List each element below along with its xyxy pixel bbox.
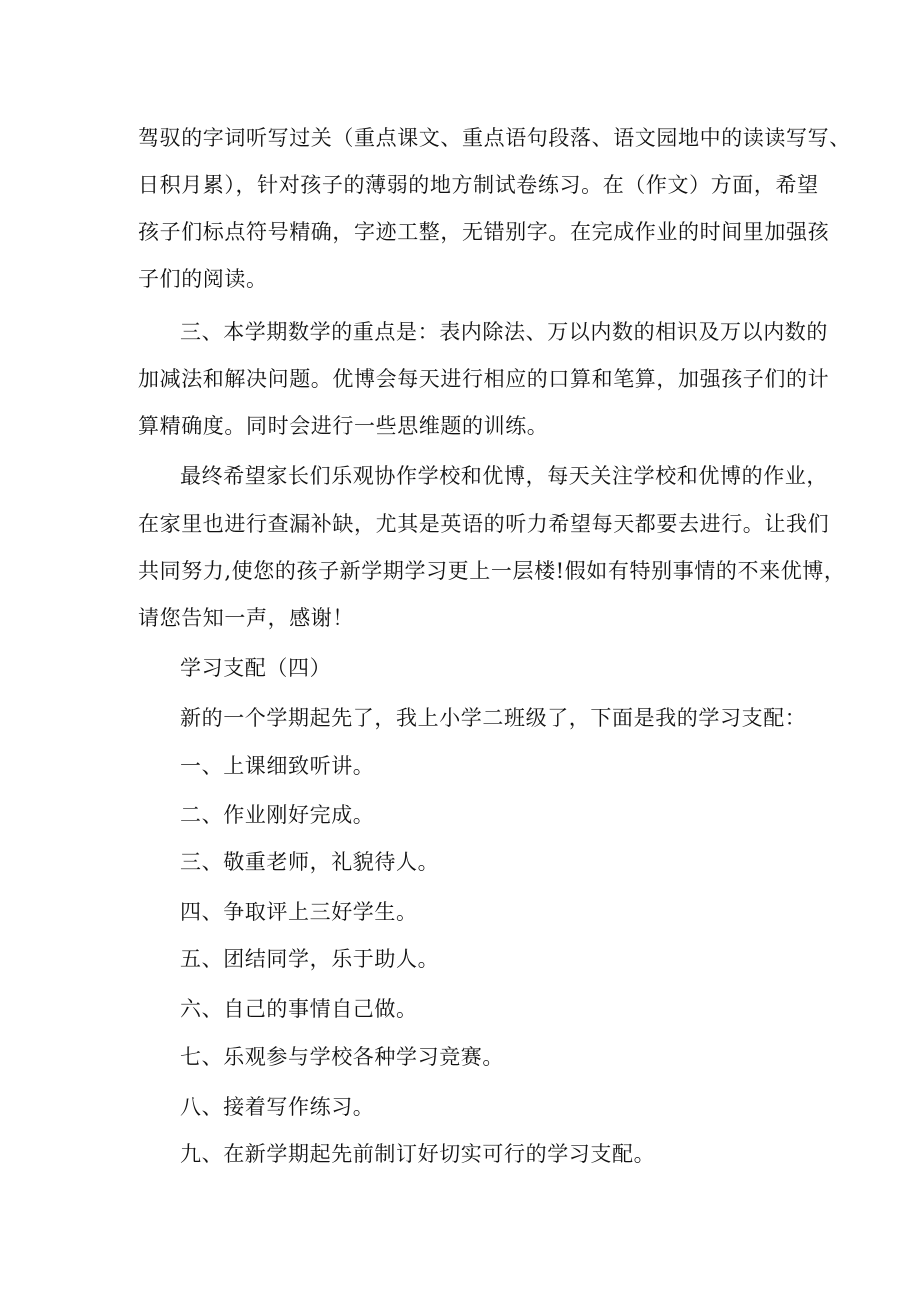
list-item: 三、敬重老师，礼貌待人。 xyxy=(180,850,440,874)
paragraph-line: 算精确度。同时会进行一些思维题的训练。 xyxy=(138,414,549,438)
paragraph-line: 在家里也进行查漏补缺，尤其是英语的听力希望每天都要去进行。让我们 xyxy=(138,512,830,536)
paragraph-line: 孩子们标点符号精确，字迹工整，无错别字。在完成作业的时间里加强孩 xyxy=(138,220,830,244)
paragraph-line: 请您告知一声，感谢！ xyxy=(138,606,354,630)
list-item: 八、接着写作练习。 xyxy=(180,1095,375,1119)
paragraph-line: 共同努力,使您的孩子新学期学习更上一层楼!假如有特别事情的不来优博， xyxy=(138,559,846,583)
list-item: 一、上课细致听讲。 xyxy=(180,754,375,778)
paragraph-line: 子们的阅读。 xyxy=(138,267,268,291)
paragraph-line: 日积月累），针对孩子的薄弱的地方制试卷练习。在（作文）方面，希望 xyxy=(138,173,819,197)
list-item: 七、乐观参与学校各种学习竞赛。 xyxy=(180,1045,504,1069)
paragraph-line: 加减法和解决问题。优博会每天进行相应的口算和笔算，加强孩子们的计 xyxy=(138,367,830,391)
paragraph-line: 最终希望家长们乐观协作学校和优博，每天关注学校和优博的作业， xyxy=(180,464,828,488)
section-title: 学习支配（四） xyxy=(180,656,332,680)
list-item: 九、在新学期起先前制订好切实可行的学习支配。 xyxy=(180,1142,656,1166)
list-item: 四、争取评上三好学生。 xyxy=(180,900,418,924)
list-item: 二、作业刚好完成。 xyxy=(180,803,375,827)
paragraph-line: 三、本学期数学的重点是：表内除法、万以内数的相识及万以内数的 xyxy=(180,320,828,344)
paragraph-line: 驾驭的字词听写过关（重点课文、重点语句段落、语文园地中的读读写写、 xyxy=(138,126,851,150)
list-item: 五、团结同学，乐于助人。 xyxy=(180,947,440,971)
list-item: 六、自己的事情自己做。 xyxy=(180,997,418,1021)
intro-text: 新的一个学期起先了，我上小学二班级了，下面是我的学习支配： xyxy=(180,706,807,730)
